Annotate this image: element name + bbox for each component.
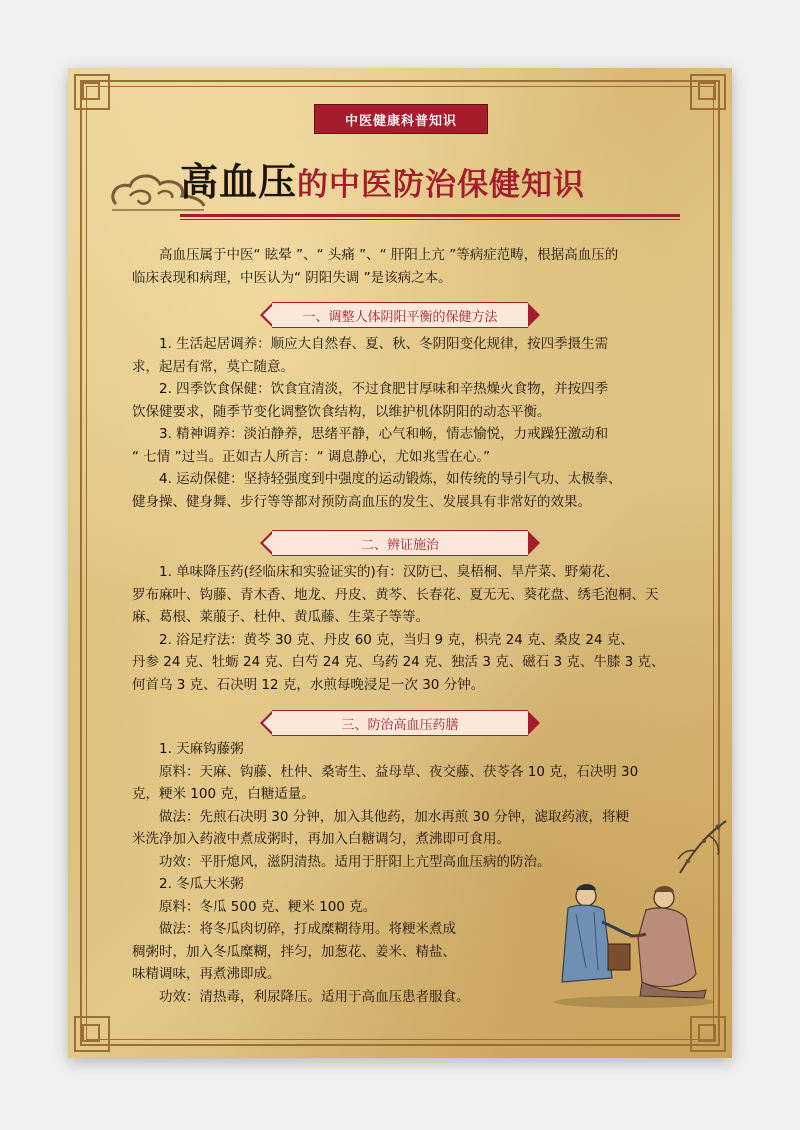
text-line: 1. 单味降压药(经临床和实验证实的)有：汉防已、臭梧桐、旱芹菜、野菊花、 [159, 564, 619, 580]
page-title [180, 156, 700, 206]
title-sub: 的中医防治保健知识 [297, 167, 586, 203]
text-line: 何首乌 3 克、石决明 12 克，水煎每晚浸足一次 30 分钟。 [132, 676, 485, 693]
text-line: 高血压属于中医“ 眩晕 ”、“ 头痛 ”、“ 肝阳上亢 ”等病症范畴，根据高血压的 [159, 247, 619, 263]
text-line: 2. 四季饮食保健：饮食宜清淡，不过食肥甘厚味和辛热燥火食物，并按四季 [159, 381, 609, 397]
text-line: 原料：冬瓜 500 克、粳米 100 克。 [159, 898, 377, 915]
ancient-doctor-illustration [546, 878, 716, 1008]
text-line: 麻、葛根、莱菔子、杜仲、黄瓜藤、生菜子等等。 [132, 609, 429, 625]
text-line: 克，粳米 100 克，白糖适量。 [132, 786, 315, 802]
text-line: “ 七情 ”过当。正如古人所言：“ 调息静心，尤如兆雪在心。” [132, 448, 491, 465]
section-1-body [132, 333, 682, 513]
title-main: 高血压 [180, 159, 298, 204]
text-line: 求，起居有常，莫亡随意。 [132, 358, 294, 375]
text-line: 稠粥时，加入冬瓜糜糊，拌匀，加葱花、姜米、精盐、 [132, 943, 456, 960]
plum-branch-icon [668, 813, 728, 883]
title-underline [180, 214, 680, 217]
title-underline [180, 219, 680, 220]
text-line: 米洗净加入药液中煮成粥时，再加入白糖调匀，煮沸即可食用。 [132, 831, 510, 847]
text-line: 4. 运动保健：坚持轻强度到中强度的运动锻炼，如传统的导引气功、太极拳、 [159, 471, 622, 487]
section-heading-2 [272, 530, 528, 556]
section-heading-3 [272, 710, 528, 736]
section-heading-text: 三、防治高血压药膳 [341, 717, 459, 733]
text-line: 1. 生活起居调养：顺应大自然春、夏、秋、冬阴阳变化规律，按四季摄生需 [159, 336, 609, 352]
section-2-body [132, 561, 682, 696]
text-line: 罗布麻叶、钩藤、青木香、地龙、丹皮、黄芩、长春花、夏无无、葵花盘、绣毛泡桐、天 [132, 586, 659, 603]
section-heading-text: 二、辨证施治 [360, 537, 439, 553]
text-line: 功效：清热毒，利尿降压。适用于高血压患者服食。 [159, 988, 470, 1005]
section-heading-text: 一、调整人体阴阳平衡的保健方法 [302, 309, 498, 325]
text-line: 1. 天麻钩藤粥 [159, 741, 244, 757]
text-line: 味精调味，再煮沸即成。 [132, 966, 281, 982]
category-tag: 中医健康科普知识 [314, 104, 488, 134]
text-line: 原料：天麻、钩藤、杜仲、桑寄生、益母草、夜交藤、茯苓各 10 克，石决明 30 [159, 763, 639, 780]
text-line: 临床表现和病理，中医认为“ 阴阳失调 ”是该病之本。 [132, 269, 452, 286]
intro-paragraph [132, 244, 682, 289]
text-line: 2. 浴足疗法：黄芩 30 克、丹皮 60 克，当归 9 克，枳壳 24 克、桑皮 24 克、 [159, 631, 634, 648]
text-line: 2. 冬瓜大米粥 [159, 876, 244, 892]
poster [68, 68, 732, 1058]
corner-ornament [690, 1016, 726, 1052]
text-line: 丹参 24 克、牡蛎 24 克、白芍 24 克、乌药 24 克、独活 3 克、磁石 3 克、牛膝 3 克、 [132, 654, 665, 670]
text-line: 饮保健要求，随季节变化调整饮食结构，以维护机体阴阳的动态平衡。 [132, 403, 551, 420]
text-line: 做法：将冬瓜肉切碎，打成糜糊待用。将粳米煮成 [159, 921, 456, 937]
text-line: 功效：平肝熄风，滋阴清热。适用于肝阳上亢型高血压病的防治。 [159, 853, 551, 870]
section-heading-1 [272, 302, 528, 328]
corner-ornament [690, 74, 726, 110]
text-line: 做法：先煎石决明 30 分钟，加入其他药，加水再煎 30 分钟，滤取药液，将粳 [159, 808, 630, 825]
corner-ornament [74, 74, 110, 110]
corner-ornament [74, 1016, 110, 1052]
text-line: 健身操、健身舞、步行等等都对预防高血压的发生、发展具有非常好的效果。 [132, 493, 591, 510]
text-line: 3. 精神调养：淡泊静养，思绪平静，心气和畅，情志愉悦，力戒躁狂激动和 [159, 426, 609, 442]
